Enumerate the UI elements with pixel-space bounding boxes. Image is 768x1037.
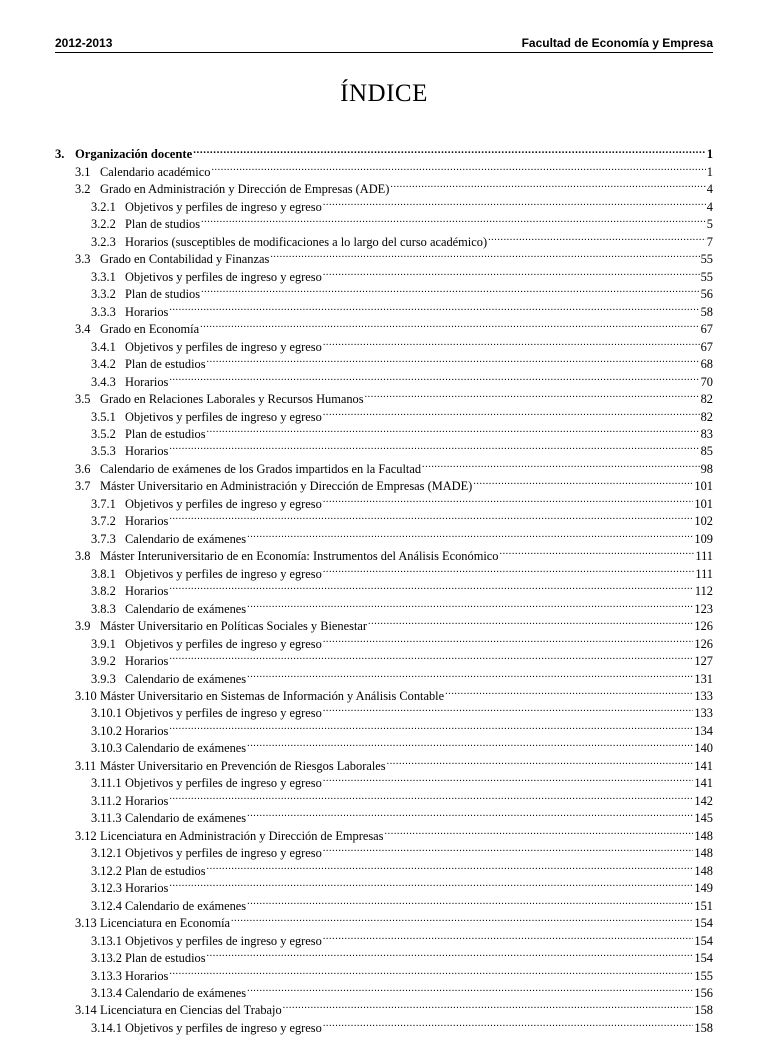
toc-entry-page: 83 xyxy=(700,426,713,441)
toc-entry-page: 5 xyxy=(706,217,713,232)
toc-entry-number: 3.8.3 xyxy=(91,601,116,616)
toc-entry-page: 4 xyxy=(706,182,713,197)
toc-entry-page: 112 xyxy=(694,584,713,599)
toc-dot-leader xyxy=(365,386,700,403)
toc-entry-label: Grado en Administración y Dirección de Empresas (ADE) xyxy=(100,182,390,197)
toc-dot-leader xyxy=(323,840,694,857)
toc-entry-page: 67 xyxy=(700,322,713,337)
toc-entry-number: 3.7.2 xyxy=(91,514,116,529)
toc-dot-leader xyxy=(422,455,700,472)
toc-dot-leader xyxy=(211,158,705,175)
toc-entry-label: Objetivos y perfiles de ingreso y egreso xyxy=(125,1020,322,1035)
toc-dot-leader xyxy=(323,193,706,210)
table-of-contents xyxy=(55,141,713,1035)
toc-entry-page: 134 xyxy=(694,723,713,738)
toc-entry-number: 3.4.3 xyxy=(91,374,116,389)
toc-entry-page: 102 xyxy=(694,514,713,529)
toc-entry-page: 141 xyxy=(694,776,713,791)
toc-entry-page: 131 xyxy=(694,671,713,686)
toc-dot-leader xyxy=(169,438,699,455)
toc-entry-label: Calendario de exámenes xyxy=(125,601,247,616)
toc-entry-label: Horarios (susceptibles de modificaciones a lo largo del curso académico) xyxy=(125,234,488,249)
toc-dot-leader xyxy=(323,333,700,350)
toc-entry-number: 3.13.2 xyxy=(91,951,122,966)
toc-dot-leader xyxy=(390,176,705,193)
toc-dot-leader xyxy=(169,368,699,385)
toc-entry-page: 101 xyxy=(694,496,713,511)
toc-entry-label: Calendario de exámenes xyxy=(125,671,247,686)
toc-entry-number: 3.9.1 xyxy=(91,636,116,651)
toc-entry-label: Horarios xyxy=(125,793,169,808)
toc-entry-number: 3.7.3 xyxy=(91,531,116,546)
toc-dot-leader xyxy=(169,962,693,979)
toc-dot-leader xyxy=(323,630,694,647)
toc-entry-number: 3.3.2 xyxy=(91,287,116,302)
toc-entry-label: Objetivos y perfiles de ingreso y egreso xyxy=(125,496,322,511)
toc-entry-number: 3.5.3 xyxy=(91,444,116,459)
toc-entry-page: 154 xyxy=(694,951,713,966)
toc-entry-number: 3.12.1 xyxy=(91,846,122,861)
toc-entry-label: Objetivos y perfiles de ingreso y egreso xyxy=(125,846,322,861)
toc-entry-page: 133 xyxy=(694,706,713,721)
toc-entry-page: 154 xyxy=(694,933,713,948)
toc-entry-number: 3.2.3 xyxy=(91,234,116,249)
toc-entry-page: 142 xyxy=(694,793,713,808)
toc-entry-number: 3.11.3 xyxy=(91,811,122,826)
toc-entry-number: 3.5.2 xyxy=(91,426,116,441)
toc-entry-number: 3.7.1 xyxy=(91,496,116,511)
toc-dot-leader xyxy=(247,805,693,822)
toc-entry-number: 3.12.2 xyxy=(91,863,122,878)
toc-entry-label: Objetivos y perfiles de ingreso y egreso xyxy=(125,199,322,214)
toc-dot-leader xyxy=(169,717,693,734)
toc-entry-page: 7 xyxy=(706,234,713,249)
toc-dot-leader xyxy=(368,613,693,630)
toc-entry-number: 3.3.3 xyxy=(91,304,116,319)
toc-entry-page: 151 xyxy=(694,898,713,913)
toc-entry-page: 85 xyxy=(700,444,713,459)
toc-dot-leader xyxy=(193,141,706,158)
toc-entry-number: 3.5 xyxy=(75,392,91,407)
toc-entry-label: Máster Universitario en Políticas Sociales y Bienestar xyxy=(100,619,368,634)
toc-entry-number: 3. xyxy=(55,147,65,162)
toc-entry-page: 127 xyxy=(694,654,713,669)
toc-entry-number: 3.6 xyxy=(75,461,91,476)
toc-entry-page: 123 xyxy=(694,601,713,616)
toc-entry-label: Objetivos y perfiles de ingreso y egreso xyxy=(125,339,322,354)
toc-entry-label: Máster Universitario en Administración y Dirección de Empresas (MADE) xyxy=(100,479,473,494)
toc-entry-number: 3.14 xyxy=(75,1003,97,1018)
toc-entry-page: 82 xyxy=(700,409,713,424)
toc-entry-label: Calendario académico xyxy=(100,164,211,179)
toc-dot-leader xyxy=(247,665,693,682)
toc-entry-page: 70 xyxy=(700,374,713,389)
toc-dot-leader xyxy=(169,298,699,315)
toc-dot-leader xyxy=(169,648,693,665)
toc-entry-page: 111 xyxy=(695,549,713,564)
toc-entry-page: 126 xyxy=(694,636,713,651)
toc-entry-label: Calendario de exámenes xyxy=(125,531,247,546)
toc-entry-page: 109 xyxy=(694,531,713,546)
academic-year: 2012-2013 xyxy=(55,36,113,50)
toc-dot-leader xyxy=(473,473,693,490)
toc-entry-label: Calendario de exámenes de los Grados impartidos en la Facultad xyxy=(100,461,422,476)
toc-entry-page: 149 xyxy=(694,881,713,896)
toc-entry-label: Objetivos y perfiles de ingreso y egreso xyxy=(125,409,322,424)
toc-dot-leader xyxy=(323,770,694,787)
toc-entry-page: 158 xyxy=(694,1003,713,1018)
toc-entry-label: Horarios xyxy=(125,968,169,983)
toc-entry-number: 3.3 xyxy=(75,252,91,267)
toc-entry-label: Objetivos y perfiles de ingreso y egreso xyxy=(125,933,322,948)
page-title: ÍNDICE xyxy=(340,80,428,107)
toc-dot-leader xyxy=(200,316,700,333)
toc-dot-leader xyxy=(247,525,693,542)
toc-entry-page: 55 xyxy=(700,252,713,267)
toc-dot-leader xyxy=(247,980,693,997)
toc-entry-page: 148 xyxy=(694,828,713,843)
toc-entry-label: Plan de estudios xyxy=(125,951,206,966)
toc-entry-page: 158 xyxy=(694,1020,713,1035)
toc-entry-label: Objetivos y perfiles de ingreso y egreso xyxy=(125,776,322,791)
toc-entry-number: 3.9.3 xyxy=(91,671,116,686)
toc-entry-label: Calendario de exámenes xyxy=(125,985,247,1000)
toc-dot-leader xyxy=(247,892,693,909)
toc-entry-page: 98 xyxy=(700,461,713,476)
toc-entry-page: 101 xyxy=(694,479,713,494)
toc-entry-number: 3.12.3 xyxy=(91,881,122,896)
toc-entry-page: 140 xyxy=(694,741,713,756)
toc-dot-leader xyxy=(488,228,706,245)
toc-entry-label: Plan de estudios xyxy=(125,426,206,441)
toc-entry-label: Calendario de exámenes xyxy=(125,741,247,756)
toc-entry-number: 3.8.1 xyxy=(91,566,116,581)
toc-dot-leader xyxy=(283,997,694,1014)
toc-entry-page: 4 xyxy=(706,199,713,214)
toc-dot-leader xyxy=(270,246,699,263)
toc-entry-page: 58 xyxy=(700,304,713,319)
toc-entry-number: 3.1 xyxy=(75,164,91,179)
toc-entry-label: Objetivos y perfiles de ingreso y egreso xyxy=(125,706,322,721)
toc-entry-label: Calendario de exámenes xyxy=(125,811,247,826)
toc-entry-label: Licenciatura en Ciencias del Trabajo xyxy=(100,1003,282,1018)
toc-entry-label: Objetivos y perfiles de ingreso y egreso xyxy=(125,269,322,284)
toc-dot-leader xyxy=(169,508,693,525)
toc-entry-label: Grado en Contabilidad y Finanzas xyxy=(100,252,270,267)
toc-dot-leader xyxy=(323,490,694,507)
toc-entry-label: Horarios xyxy=(125,444,169,459)
toc-entry-number: 3.13.1 xyxy=(91,933,122,948)
toc-entry-page: 111 xyxy=(695,566,713,581)
toc-dot-leader xyxy=(323,1014,694,1031)
toc-entry-label: Plan de studios xyxy=(125,287,201,302)
toc-entry-label: Horarios xyxy=(125,881,169,896)
toc-entry-number: 3.4.2 xyxy=(91,357,116,372)
toc-entry-number: 3.13 xyxy=(75,916,97,931)
toc-entry-label: Calendario de exámenes xyxy=(125,898,247,913)
toc-dot-leader xyxy=(207,857,694,874)
toc-entry-number: 3.12.4 xyxy=(91,898,122,913)
toc-dot-leader xyxy=(247,735,693,752)
toc-entry-number: 3.4 xyxy=(75,322,91,337)
toc-entry-page: 1 xyxy=(706,164,713,179)
toc-entry-label: Plan de estudios xyxy=(125,357,206,372)
toc-dot-leader xyxy=(385,822,694,839)
toc-entry-page: 145 xyxy=(694,811,713,826)
toc-entry-label: Plan de estudios xyxy=(125,863,206,878)
toc-entry-label: Horarios xyxy=(125,374,169,389)
toc-entry-page: 154 xyxy=(694,916,713,931)
toc-dot-leader xyxy=(323,927,694,944)
toc-dot-leader xyxy=(387,752,694,769)
toc-entry-number: 3.2 xyxy=(75,182,91,197)
toc-entry-label: Grado en Economía xyxy=(100,322,200,337)
toc-entry-number: 3.9 xyxy=(75,619,91,634)
toc-dot-leader xyxy=(207,945,694,962)
toc-entry-label: Horarios xyxy=(125,654,169,669)
toc-entry-label: Horarios xyxy=(125,584,169,599)
toc-entry-number: 3.10.2 xyxy=(91,723,122,738)
toc-entry-number: 3.2.2 xyxy=(91,217,116,232)
toc-dot-leader xyxy=(201,281,700,298)
toc-entry-label: Objetivos y perfiles de ingreso y egreso xyxy=(125,566,322,581)
toc-entry-label: Máster Universitario en Prevención de Riesgos Laborales xyxy=(100,758,386,773)
toc-entry-number: 3.3.1 xyxy=(91,269,116,284)
toc-entry-page: 141 xyxy=(694,758,713,773)
toc-entry-label: Plan de studios xyxy=(125,217,201,232)
toc-entry-page: 155 xyxy=(694,968,713,983)
toc-entry-page: 68 xyxy=(700,357,713,372)
toc-dot-leader xyxy=(207,421,700,438)
toc-entry-page: 148 xyxy=(694,863,713,878)
toc-dot-leader xyxy=(201,211,706,228)
toc-dot-leader xyxy=(323,560,695,577)
toc-entry-number: 3.11.1 xyxy=(91,776,122,791)
toc-entry-label: Máster Universitario en Sistemas de Información y Análisis Contable xyxy=(100,689,445,703)
toc-entry-number: 3.4.1 xyxy=(91,339,116,354)
toc-dot-leader xyxy=(247,595,693,612)
toc-entry-number: 3.2.1 xyxy=(91,199,116,214)
toc-entry-label: Grado en Relaciones Laborales y Recursos Humanos xyxy=(100,392,364,407)
toc-entry-number: 3.7 xyxy=(75,479,91,494)
toc-entry-page: 82 xyxy=(700,392,713,407)
toc-entry-number: 3.10.3 xyxy=(91,741,122,756)
toc-entry-page: 1 xyxy=(706,147,713,162)
toc-dot-leader xyxy=(207,351,700,368)
toc-entry-label: Licenciatura en Economía xyxy=(100,916,231,931)
toc-entry-number: 3.5.1 xyxy=(91,409,116,424)
toc-dot-leader xyxy=(169,787,693,804)
toc-dot-leader xyxy=(323,700,694,717)
toc-entry-number: 3.8 xyxy=(75,549,91,564)
toc-dot-leader xyxy=(323,403,700,420)
toc-entry-page: 56 xyxy=(700,287,713,302)
toc-entry-page: 156 xyxy=(694,985,713,1000)
toc-entry-page: 126 xyxy=(694,619,713,634)
toc-entry-number: 3.14.1 xyxy=(91,1020,122,1035)
toc-entry-label: Máster Interuniversitario de en Economía: Instrumentos del Análisis Económico xyxy=(100,549,499,564)
toc-entry-number: 3.10 xyxy=(75,689,97,703)
toc-entry-label: Licenciatura en Administración y Dirección de Empresas xyxy=(100,828,384,843)
toc-dot-leader xyxy=(169,875,693,892)
toc-entry-label: Horarios xyxy=(125,723,169,738)
toc-entry-label: Organización docente xyxy=(75,147,193,162)
toc-entry-label: Horarios xyxy=(125,514,169,529)
toc-entry-number: 3.11.2 xyxy=(91,793,122,808)
toc-entry[interactable] xyxy=(55,141,713,162)
toc-entry-page: 55 xyxy=(700,269,713,284)
toc-entry-label: Objetivos y perfiles de ingreso y egreso xyxy=(125,636,322,651)
toc-entry-page: 133 xyxy=(694,689,713,703)
toc-entry-page: 148 xyxy=(694,846,713,861)
toc-entry-number: 3.13.3 xyxy=(91,968,122,983)
faculty-name: Facultad de Economía y Empresa xyxy=(521,36,713,50)
toc-dot-leader xyxy=(323,263,700,280)
toc-entry-number: 3.12 xyxy=(75,828,97,843)
toc-entry-number: 3.8.2 xyxy=(91,584,116,599)
toc-entry-number: 3.9.2 xyxy=(91,654,116,669)
toc-dot-leader xyxy=(169,578,694,595)
toc-entry-label: Horarios xyxy=(125,304,169,319)
toc-entry-page: 67 xyxy=(700,339,713,354)
toc-entry-number: 3.10.1 xyxy=(91,706,122,721)
toc-entry-number: 3.13.4 xyxy=(91,985,122,1000)
toc-dot-leader xyxy=(445,683,693,700)
toc-entry-number: 3.11 xyxy=(75,758,97,773)
page-header xyxy=(55,36,713,53)
toc-dot-leader xyxy=(499,543,694,560)
toc-dot-leader xyxy=(231,910,693,927)
